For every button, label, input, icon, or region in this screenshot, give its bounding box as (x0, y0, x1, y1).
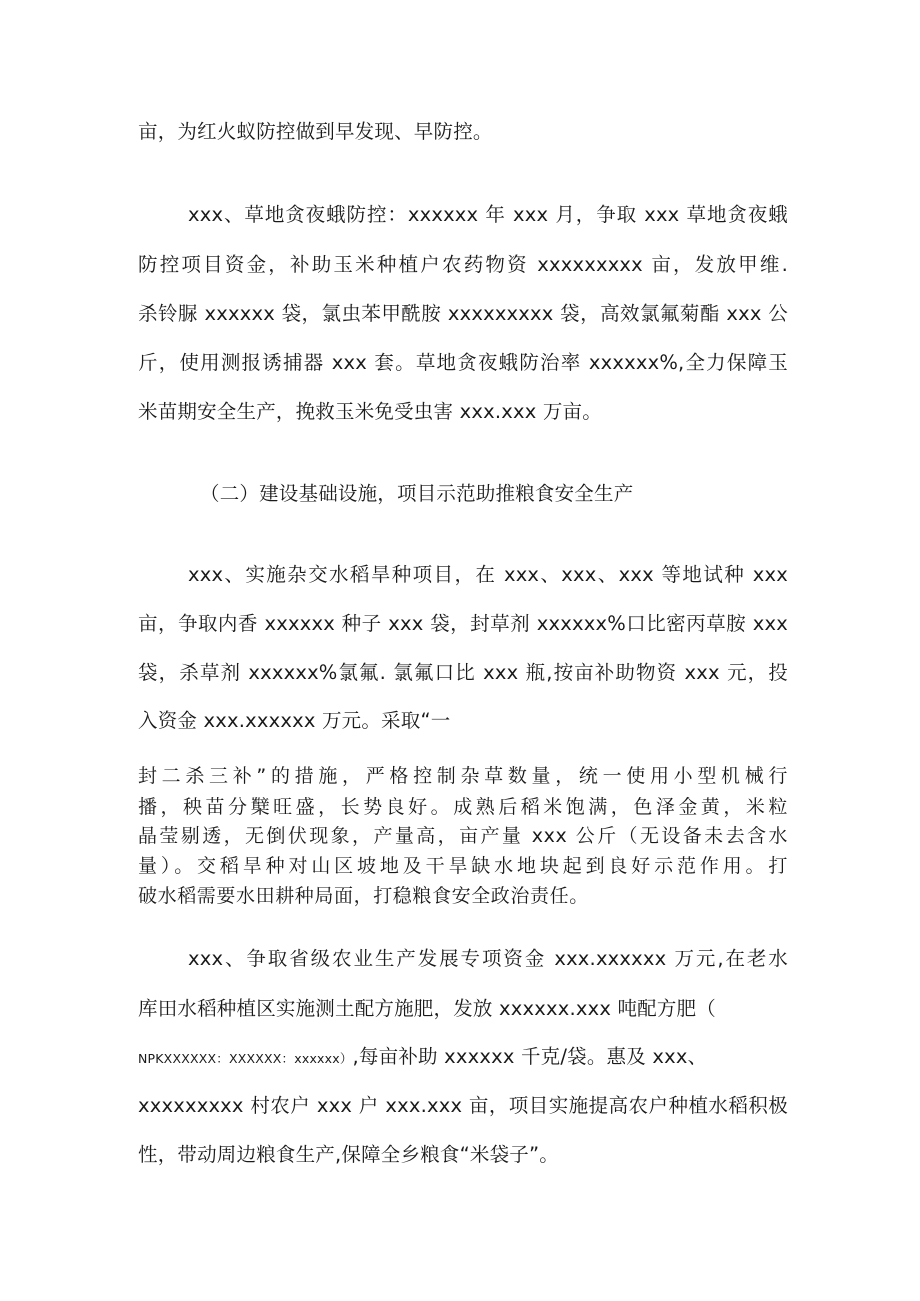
paragraph-line: 袋，杀草剂 xxxxxx%氯氟. 氯氟口比 xxx 瓶,按亩补助物资 xxx 元，投 (138, 661, 788, 684)
paragraph-line: 晶莹剔透，无倒伏现象，产量高，亩产量 xxx 公斤（无设备未去含水 (138, 825, 788, 847)
paragraph-line: 库田水稻种植区实施测土配方施肥，发放 xxxxxx.xxx 吨配方肥（ (138, 997, 716, 1020)
paragraph-line: xxxxxxxxx 村农户 xxx 户 xxx.xxx 亩，项目实施提高农户种植水稻积极 (138, 1094, 788, 1117)
paragraph-line (138, 1045, 788, 1071)
section-heading: （二）建设基础设施，项目示范助推粮食安全生产 (200, 482, 634, 505)
paragraph-line: 米苗期安全生产，挽救玉米免受虫害 xxx.xxx 万亩。 (138, 400, 602, 423)
paragraph-line: xxx、争取省级农业生产发展专项资金 xxx.xxxxxx 万元,在老水 (188, 947, 788, 970)
paragraph-line: xxx、实施杂交水稻旱种项目，在 xxx、xxx、xxx 等地试种 xxx (188, 563, 788, 586)
paragraph-line: 破水稻需要水田耕种局面，打稳粮食安全政治责任。 (138, 885, 589, 907)
paragraph-line: 量）。交稻旱种对山区坡地及干旱缺水地块起到良好示范作用。打 (138, 855, 788, 877)
paragraph-line: 入资金 xxx.xxxxxx 万元。采取“一 (138, 709, 451, 732)
paragraph-line: xxx、草地贪夜蛾防控：xxxxxx 年 xxx 月，争取 xxx 草地贪夜蛾 (188, 203, 788, 226)
fertilizer-ratio-text: NPKXXXXXX：XXXXXX：xxxxxx） (138, 1051, 353, 1066)
paragraph-line: 性，带动周边粮食生产,保障全乡粮食“米袋子”。 (138, 1143, 560, 1166)
paragraph-line: 亩，为红火蚁防控做到早发现、早防控。 (138, 120, 493, 143)
paragraph-line: 封二杀三补”的措施，严格控制杂草数量，统一使用小型机械行 (138, 765, 788, 787)
paragraph-line: 斤，使用测报诱捕器 xxx 套。草地贪夜蛾防治率 xxxxxx%,全力保障玉 (138, 351, 788, 374)
paragraph-text: ,每亩补助 xxxxxx 千克/袋。惠及 xxx、 (352, 1045, 708, 1068)
paragraph-line: 杀铃脲 xxxxxx 袋，氯虫苯甲酰胺 xxxxxxxxx 袋，高效氯氟菊酯 xxx 公 (138, 302, 788, 325)
paragraph-line: 防控项目资金，补助玉米种植户农药物资 xxxxxxxxx 亩，发放甲维. (138, 253, 788, 276)
paragraph-line: 播，秧苗分櫱旺盛，长势良好。成熟后稻米饱满，色泽金黄，米粒 (138, 796, 788, 818)
paragraph-line: 亩，争取内香 xxxxxx 种子 xxx 袋，封草剂 xxxxxx%口比密丙草胺 xxx (138, 612, 788, 635)
